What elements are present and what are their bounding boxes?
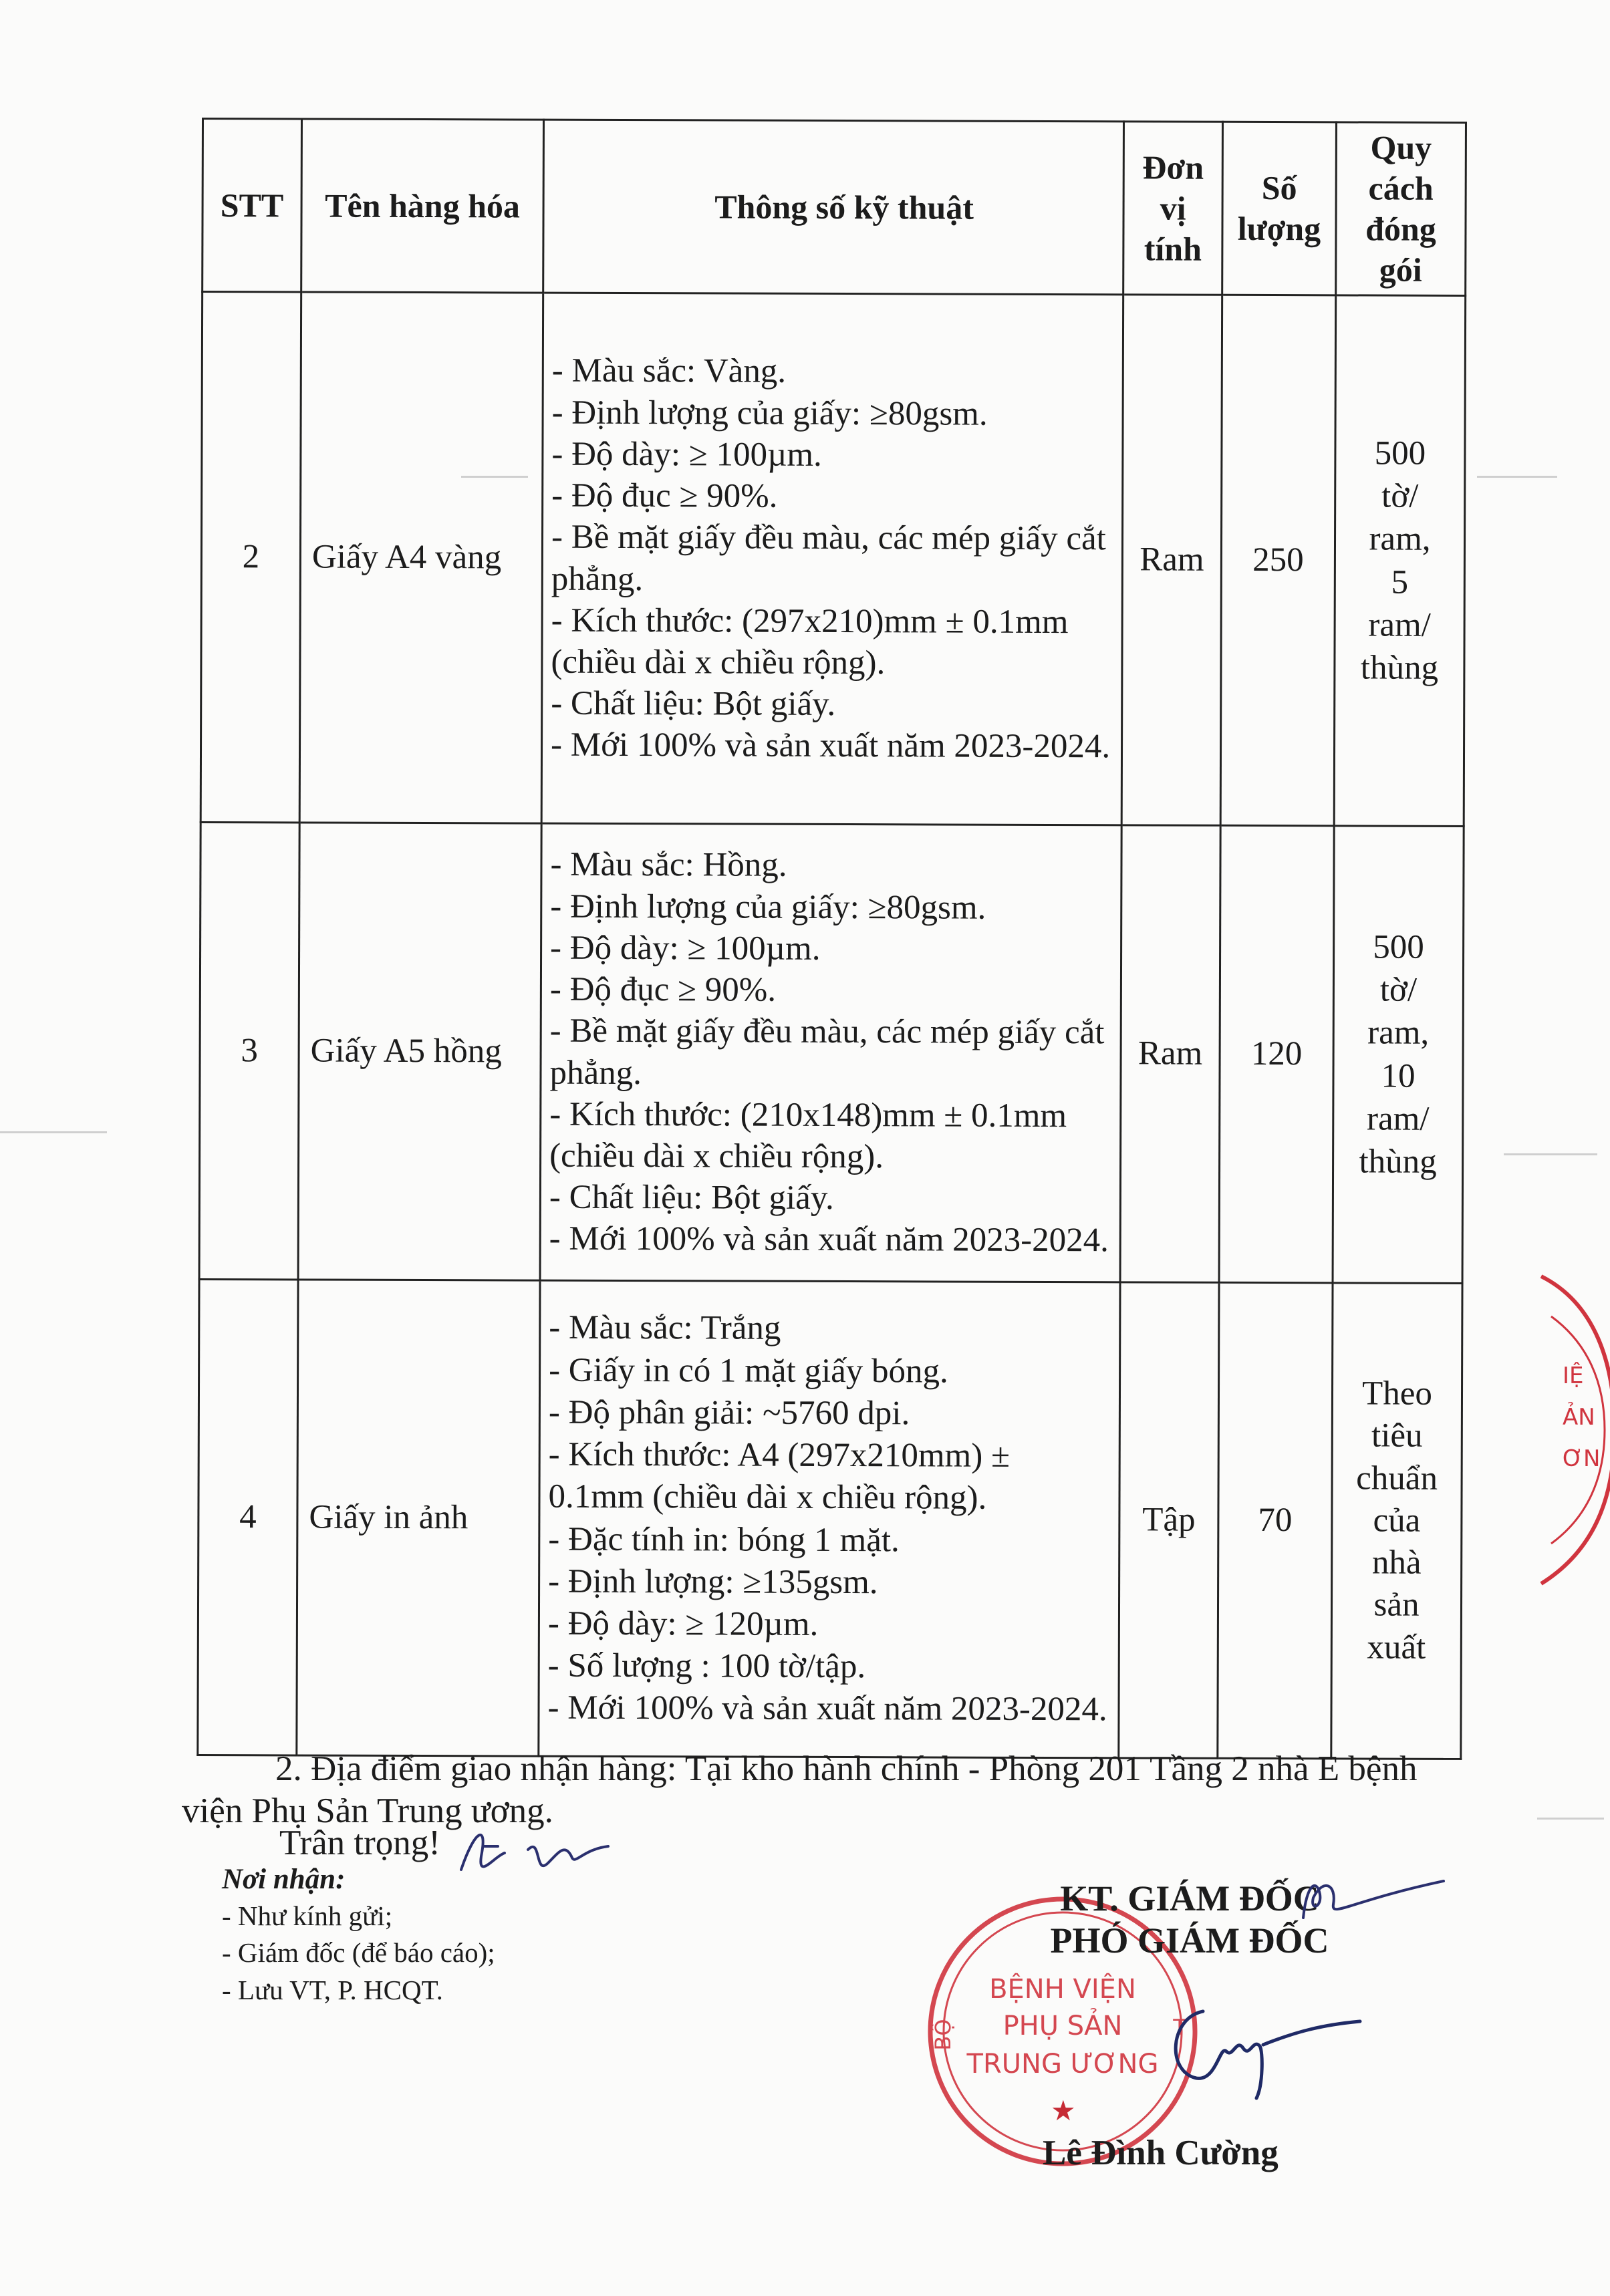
row-pack <box>1333 826 1464 1284</box>
spec-line: - Kích thước: A4 (297x210mm) ± 0.1mm (chiều dài x chiều rộng). <box>548 1435 1011 1517</box>
recipients-list <box>222 1898 495 2009</box>
table-header-row <box>203 119 1466 296</box>
spec-line: - Kích thước: (297x210)mm ± 0.1mm (chiều dài x chiều rộng). <box>551 601 1069 682</box>
seal-line-1: BỆNH VIỆN <box>989 1974 1136 2005</box>
row-stt: 2 <box>200 292 301 823</box>
pack-line: ram/ <box>1368 606 1431 644</box>
signature-title-2: PHÓ GIÁM ĐỐC <box>1050 1920 1329 1961</box>
pack-line: tờ/ <box>1379 971 1418 1009</box>
spec-line: - Độ đục ≥ 90%. <box>551 476 778 515</box>
recipient-item: - Lưu VT, P. HCQT. <box>222 1974 443 2005</box>
seal-line-3: TRUNG ƯƠNG <box>966 2049 1159 2079</box>
spec-line: - Chất liệu: Bột giấy. <box>551 684 836 724</box>
spec-line: - Bề mặt giấy đều màu, các mép giấy cắt phẳng. <box>551 518 1106 598</box>
pack-line: thùng <box>1359 1143 1437 1181</box>
spec-line: - Số lượng : 100 tờ/tập. <box>547 1646 866 1686</box>
row-unit: Tập <box>1119 1282 1219 1758</box>
star-icon: ★ <box>1051 2096 1076 2127</box>
pack-line: 500 <box>1374 434 1426 472</box>
spec-line: - Độ dày: ≥ 100µm. <box>550 929 821 968</box>
spec-line: - Độ dày: ≥ 120µm. <box>547 1604 819 1643</box>
greeting: Trân trọng! <box>279 1824 440 1862</box>
partial-seal-margin <box>1521 1256 1610 1604</box>
spec-line: - Màu sắc: Trắng <box>549 1308 781 1348</box>
signature-title-1: KT. GIÁM ĐỐC <box>1060 1878 1319 1918</box>
row-pack <box>1334 295 1465 827</box>
pack-line: của <box>1373 1501 1421 1540</box>
scan-artifact <box>0 1131 107 1133</box>
pack-line: nhà <box>1371 1544 1422 1582</box>
spec-line: - Bề mặt giấy đều màu, các mép giấy cắt phẳng. <box>549 1012 1105 1092</box>
seal-side-right: T <box>1173 2015 1186 2040</box>
pack-line: sản <box>1373 1586 1420 1624</box>
row-name: Giấy in ảnh <box>297 1280 540 1756</box>
pack-line: 10 <box>1381 1057 1416 1095</box>
recipients-title: Nơi nhận: <box>222 1864 346 1895</box>
paraph-signature <box>1290 1864 1464 1938</box>
table-row <box>198 1279 1462 1759</box>
pack-line: ram/ <box>1366 1100 1430 1138</box>
row-spec <box>540 823 1121 1282</box>
pack-line: 500 <box>1373 928 1424 966</box>
signer-name: Lê Đình Cường <box>1043 2134 1279 2172</box>
row-pack <box>1331 1283 1462 1759</box>
pack-line: tiêu <box>1371 1417 1423 1455</box>
row-unit: Ram <box>1121 295 1222 825</box>
items-table <box>196 118 1467 1760</box>
table-row <box>200 292 1465 827</box>
spec-line: - Mới 100% và sản xuất năm 2023-2024. <box>547 1689 1107 1729</box>
pack-line: xuất <box>1367 1628 1426 1667</box>
director-signature <box>1163 1971 1363 2105</box>
spec-line: - Màu sắc: Hồng. <box>550 846 787 885</box>
header-stt: STT <box>203 119 302 292</box>
row-stt: 4 <box>198 1279 298 1755</box>
row-spec <box>539 1280 1120 1758</box>
row-spec <box>541 293 1123 825</box>
seal-side-left: BỘ <box>930 2019 956 2051</box>
row-name: Giấy A5 hồng <box>298 823 541 1280</box>
spec-line: - Độ đục ≥ 90%. <box>549 970 777 1009</box>
spec-line: - Định lượng của giấy: ≥80gsm. <box>551 394 988 433</box>
pack-line: ram, <box>1367 1014 1430 1052</box>
seal-line-2: PHỤ SẢN <box>1002 2011 1123 2041</box>
spec-line: - Độ phân giải: ~5760 dpi. <box>548 1393 910 1433</box>
partial-seal-line-1: IỆ <box>1563 1362 1584 1389</box>
row-stt: 3 <box>199 822 299 1279</box>
delivery-line-2: viện Phụ Sản Trung ương. <box>182 1791 553 1830</box>
spec-line: - Mới 100% và sản xuất năm 2023-2024. <box>549 1220 1109 1260</box>
header-unit: Đơn vị tính <box>1123 122 1223 295</box>
spec-line: - Màu sắc: Vàng. <box>551 352 787 391</box>
spec-line: - Giấy in có 1 mặt giấy bóng. <box>549 1351 948 1391</box>
scan-artifact <box>1504 1153 1597 1155</box>
spec-line: - Độ dày: ≥ 100µm. <box>551 435 822 474</box>
spec-line: - Định lượng: ≥135gsm. <box>548 1562 878 1601</box>
header-name: Tên hàng hóa <box>301 119 544 293</box>
pack-line: 5 <box>1391 563 1409 601</box>
recipient-item: - Giám đốc (để báo cáo); <box>222 1937 495 1969</box>
partial-seal-line-3: ƠN <box>1563 1445 1601 1472</box>
spec-line: - Đặc tính in: bóng 1 mặt. <box>548 1520 900 1559</box>
row-name: Giấy A4 vàng <box>299 292 543 823</box>
row-unit: Ram <box>1120 825 1220 1282</box>
recipient-item: - Như kính gửi; <box>222 1900 393 1931</box>
pack-line: ram, <box>1369 520 1431 559</box>
row-qty: 70 <box>1218 1282 1333 1759</box>
pack-line: chuẩn <box>1356 1459 1438 1497</box>
scan-artifact <box>461 476 528 478</box>
scan-artifact <box>1537 1818 1604 1820</box>
pack-line: thùng <box>1360 649 1439 687</box>
partial-seal-line-2: ẢN <box>1563 1404 1595 1431</box>
spec-line: - Kích thước: (210x148)mm ± 0.1mm (chiều dài x chiều rộng). <box>549 1095 1067 1176</box>
scan-artifact <box>1477 476 1557 478</box>
spec-line: - Mới 100% và sản xuất năm 2023-2024. <box>550 726 1111 766</box>
row-qty: 250 <box>1220 295 1335 826</box>
delivery-location <box>182 1748 1465 1832</box>
pack-line: tờ/ <box>1381 477 1419 515</box>
initials-signature <box>448 1816 622 1896</box>
header-pack: Quy cách đóng gói <box>1336 122 1466 296</box>
delivery-line-1: 2. Địa điểm giao nhận hàng: Tại kho hành chính - Phòng 201 Tầng 2 nhà E bệnh <box>275 1749 1418 1788</box>
spec-line: - Chất liệu: Bột giấy. <box>549 1178 834 1217</box>
spec-line: - Định lượng của giấy: ≥80gsm. <box>550 887 986 927</box>
row-qty: 120 <box>1219 825 1334 1283</box>
header-spec: Thông số kỹ thuật <box>543 120 1124 295</box>
header-qty: Số lượng <box>1222 122 1337 295</box>
pack-line: Theo <box>1362 1375 1432 1413</box>
table-row <box>199 822 1464 1283</box>
